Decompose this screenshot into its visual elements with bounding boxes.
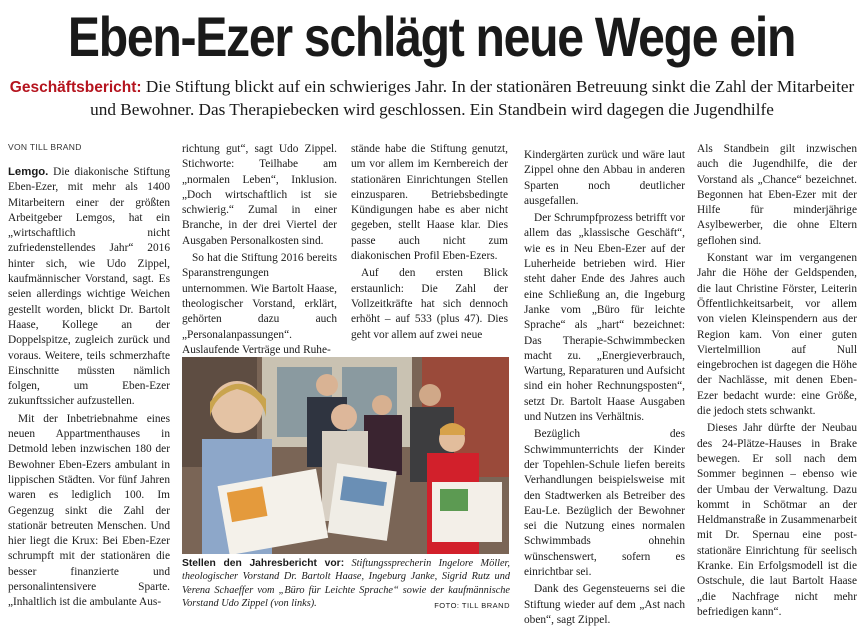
photo-credit: FOTO: TILL BRAND: [434, 601, 510, 611]
paragraph: Dank des Gegensteuerns sei die Stiftung wieder auf dem „Ast nach oben“, sagt Zippel.: [524, 583, 685, 626]
column-1: [8, 165, 170, 613]
paragraph: Als Standbein gilt inzwischen auch die Jugendhilfe, die der Vorstand als „Chance“ bezeichnet. Begonnen hat Eben-Ezer mit der Hilfe für minderjährige Asylbewerber, die ohne Eltern geflohen sind.: [697, 143, 857, 247]
article-photo: [182, 357, 509, 554]
headline: Eben-Ezer schlägt neue Wege ein: [67, 5, 796, 68]
paragraph: Auf den ersten Blick erstaunlich: Die Zahl der Vollzeitkräfte hat sich dennoch erhöht – auf 533 (plus 47). Dies geht vor allem auf zwei neue: [351, 267, 508, 341]
paragraph: Konstant war im vergangenen Jahr die Höhe der Geldspenden, die laut Christine Förster, Leiterin Öffentlichkeitsarbeit, vor allem von vielen Kleinspendern aus der Region kam. Von einer guten Viertelmillion auf Null eingebrochen ist dagegen die Höhe der Nachlässe, mit denen Eben-Ezer bedacht wurde: eine Größe, die jedoch stets schwankt.: [697, 252, 857, 418]
caption-lead: Stellen den Jahresbericht vor:: [182, 558, 345, 569]
paragraph: So hat die Stiftung 2016 bereits Sparanstrengungen unternommen. Wie Bartolt Haase, theologischer Vorstand, erklärt, gehörten dazu auch „Personalanpassungen“. Auslaufende Verträge und Ruhe-: [182, 252, 337, 356]
photo-illustration: [182, 357, 509, 554]
photo-caption: [182, 557, 510, 613]
paragraph: Bezüglich des Schwimmunterrichts der Kinder der Topehlen-Schule liefen bereits Verhandlungen beispielsweise mit den Stadtwerken als Betreiber des Eau-Le. Bezüglich der Bewohner sei die Nutzung eines normalen Schwimmbads ohnehin wünschenswert, sofern es einrichtbar sei.: [524, 428, 685, 579]
paragraph: Dieses Jahr dürfte der Neubau des 24-Plätze-Hauses in Brake bewegen. Er soll nach dem Sommer beginnen – ebenso wie der Umbau der Verwaltung. Dazu kommt in Schötmar an der Heldmanstraße in Zusammenarbeit mit Dr. Spernau eine post-stationäre Einrichtung für seelisch Kranke. Ein Erfolgsmodell ist die Ostschule, die laut Bartolt Haase „die Nachfrage nicht mehr befriedigen kann“.: [697, 422, 857, 618]
paragraph: richtung gut“, sagt Udo Zippel. Stichworte: Teilhabe am „normalen Leben“, Inklusion. „Doch wirtschaftlich ist sie schwierig.“ Zumal in einer Branche, in der drei Viertel der Ausgaben Personalkosten sind.: [182, 143, 337, 247]
byline: VON TILL BRAND: [8, 142, 82, 152]
paragraph: Kindergärten zurück und wäre laut Zippel ohne den Abbau in anderen Sparten noch deutlicher ausgefallen.: [524, 149, 685, 207]
caption-text: Stiftungssprecherin Ingelore Möller, theologischer Vorstand Dr. Bartolt Haase, Ingeburg Janke, Sigrid Rutz und Verena Schaeffer vom „Büro für Leichte Sprache“ sowie der kaufmännische Vorstand Udo Zippel (von links).: [182, 558, 510, 610]
paragraph-text: Die diakonische Stiftung Eben-Ezer, mit mehr als 1400 Mitarbeitern einer der größten Arbeitgeber Lemgos, hat ein „wirtschaftlich nicht zufriedenstellendes Jahr“ 2016 hinter sich, wie Udo Zippel, kaufmännischer Vorstand, sagt. Es seien allerdings wichtige Weichen gestellt worden, blickt Dr. Bartolt Haase, Kollege an der Doppelspitze, zugleich zurück und voraus. Weitere, teils schmerzhafte Einschnitte müssten nämlich folgen, um Eben-Ezer zukunftssicher aufzustellen.: [8, 166, 170, 408]
paragraph: Der Schrumpfprozess betrifft vor allem das „klassische Geschäft“, wie es in Neu Eben-Ezer auf der Luherheide betrieben wird. Hier steht daher Ende des Jahres auch eine Schließung an, die Ingeburg Janke vom „Büro für leichte Sprache“ als „hart“ bezeichnet: Das Therapie-Schwimmbecken macht zu. „Energieverbrauch, Wartung, Reparaturen und Aufsicht sind ein hoher Rechnungsposten“, setzt Dr. Bartolt Haase Ausgaben und Nutzen ins Verhältnis.: [524, 212, 686, 424]
paragraph: Mit der Inbetriebnahme eines neuen Appartmenthauses in Detmold leben inzwischen 180 der Bewohner Eben-Ezers ambulant in lippischen Städten. Vor fünf Jahren waren es lediglich 100. Im Gegenzug sinkt die Zahl der stationär betreuten Menschen. Und hier liegt die Krux: Bei Eben-Ezer schrumpft mit der stationären die besser finanzierte und personalintensivere Sparte. „Inhaltlich ist die ambulante Aus-: [8, 412, 170, 609]
paragraph: stände habe die Stiftung genutzt, um vor allem im Kernbereich der stationären Einrichtungen Stellen einzusparen. Betriebsbedingte Kündigungen habe es aber nicht gegeben, stellt Haase klar. Dies passe auch nicht zum diakonischen Profil Eben-Ezers.: [351, 143, 508, 263]
dateline: Lemgo.: [8, 166, 49, 178]
subhead-text: Die Stiftung blickt auf ein schwieriges Jahr. In der stationären Betreuung sinkt die Zahl der Mitarbeiter und Bewohner. Das Therapiebecken wird geschlossen. Ein Standbein wird dagegen die Jugendhilfe: [90, 77, 855, 119]
subheadline: [8, 76, 856, 121]
column-2: [182, 142, 337, 360]
column-3: [351, 142, 508, 345]
kicker: Geschäftsbericht:: [9, 79, 142, 96]
column-5: [697, 142, 857, 622]
paragraph: [8, 165, 170, 410]
column-4: [524, 148, 685, 630]
